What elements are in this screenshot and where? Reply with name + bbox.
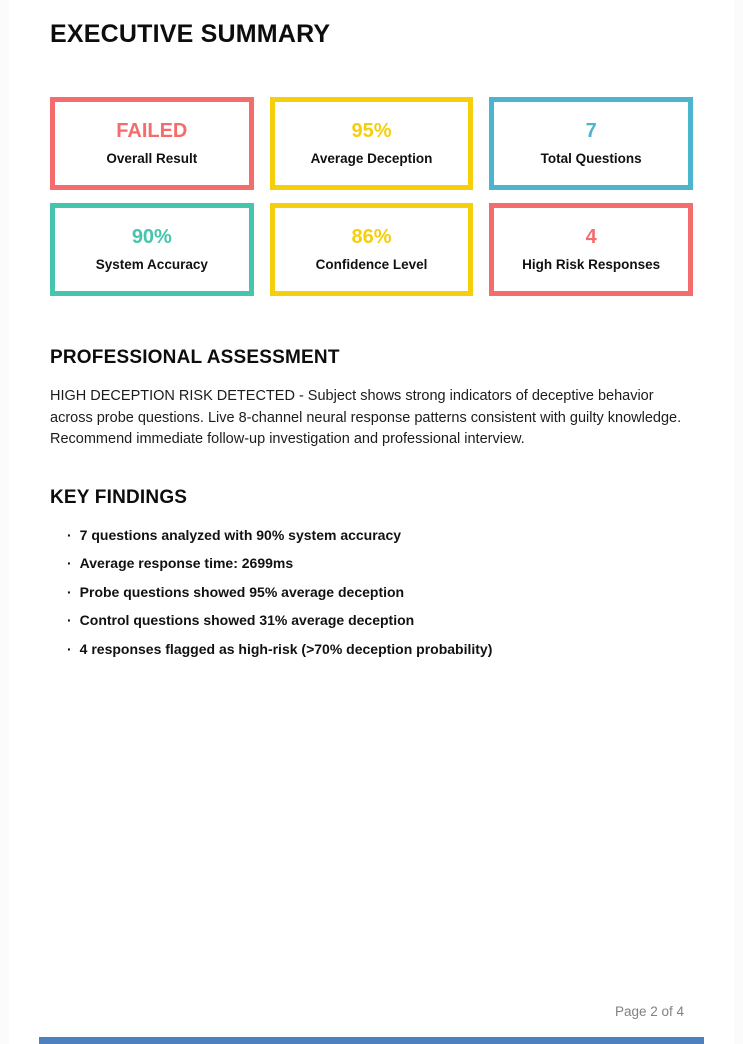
bullet-icon: ·: [67, 612, 72, 628]
finding-item: [50, 642, 693, 656]
page-title: EXECUTIVE SUMMARY: [50, 20, 331, 48]
finding-text: 4 responses flagged as high-risk (>70% deception probability): [79, 640, 493, 657]
stat-card: [489, 203, 693, 296]
bullet-icon: ·: [67, 526, 72, 543]
stat-card-label: Confidence Level: [315, 257, 428, 273]
finding-text: Control questions showed 31% average deception: [79, 612, 415, 628]
summary-stat-cards: [50, 97, 693, 296]
stat-card: [50, 97, 254, 190]
bullet-icon: ·: [67, 555, 72, 571]
page-content: [9, 0, 734, 1044]
stat-card-label: System Accuracy: [95, 257, 208, 273]
stat-card-value: 90%: [131, 226, 172, 249]
finding-item: [50, 613, 693, 627]
stat-card-value: 95%: [351, 120, 392, 143]
stat-card-value: 7: [585, 120, 597, 143]
stat-card-value: 86%: [351, 226, 392, 249]
key-findings-list: [50, 528, 693, 656]
finding-item: [50, 528, 693, 542]
findings-section-heading: KEY FINDINGS: [50, 486, 188, 508]
report-page: [9, 0, 734, 1044]
stat-card: [50, 203, 254, 296]
finding-item: [50, 585, 693, 599]
stat-card-value: 4: [585, 226, 597, 249]
stat-card: [489, 97, 693, 190]
stat-card: [270, 97, 474, 190]
finding-text: 7 questions analyzed with 90% system accuracy: [79, 526, 402, 543]
bullet-icon: ·: [67, 583, 72, 600]
stat-card: [270, 203, 474, 296]
stat-card-label: Total Questions: [540, 151, 642, 167]
assessment-section-heading: PROFESSIONAL ASSESSMENT: [50, 347, 340, 368]
stat-card-label: Average Deception: [310, 151, 433, 167]
next-page-header-edge: [39, 1037, 704, 1044]
stat-card-label: Overall Result: [106, 151, 198, 167]
assessment-body-text: HIGH DECEPTION RISK DETECTED - Subject shows strong indicators of deceptive behavior across probe questions. Live 8-channel neural response patterns consistent with guilty knowledge. Recommend immediate follow-up investigation and professional interview.: [50, 388, 682, 447]
stat-card-value: FAILED: [116, 120, 188, 143]
stat-card-label: High Risk Responses: [522, 257, 661, 273]
finding-text: Average response time: 2699ms: [79, 555, 294, 571]
finding-item: [50, 556, 693, 570]
page-number: Page 2 of 4: [614, 1004, 684, 1019]
finding-text: Probe questions showed 95% average deception: [79, 583, 405, 600]
bullet-icon: ·: [67, 640, 72, 657]
